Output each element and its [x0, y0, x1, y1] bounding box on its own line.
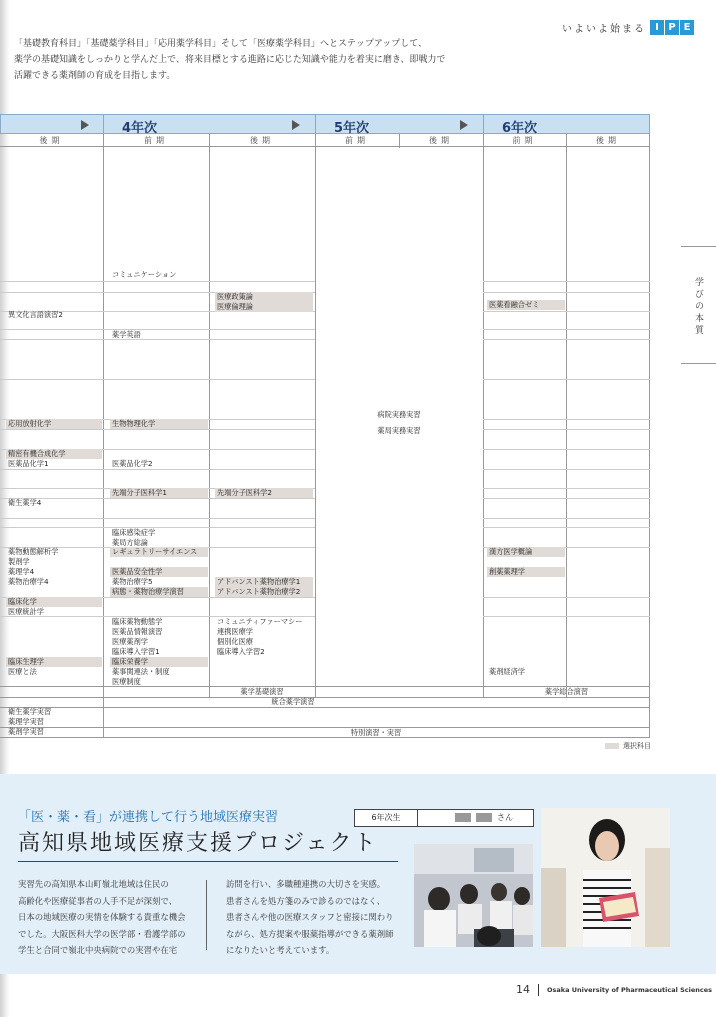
column-divider — [483, 134, 484, 698]
course-cell: 薬剤経済学 — [489, 667, 525, 676]
intro-line: 活躍できる薬剤師の育成を目指します。 — [14, 71, 176, 81]
course-cell: 薬局実務実習 — [377, 426, 421, 435]
text-line: 学生と合同で嶺北中央病院での実習や在宅 — [18, 945, 178, 955]
course-cell: 衛生薬学実習 — [8, 707, 52, 716]
legend — [605, 741, 651, 751]
year-bar-6 — [483, 114, 650, 134]
table-right-border — [649, 134, 650, 738]
course-cell: コミュニケーション — [112, 270, 177, 279]
course-cell: 医薬品情報演習 — [112, 627, 163, 636]
course-cell-elective: 応用放射化学 — [6, 419, 102, 429]
row-divider — [483, 292, 650, 293]
row-divider — [483, 488, 650, 489]
course-cell: 薬局方総論 — [112, 538, 148, 547]
course-cell: 臨床導入学習2 — [217, 647, 265, 656]
course-cell: 臨床感染症学 — [112, 528, 156, 537]
chevron-right-icon — [81, 120, 89, 130]
row-divider — [483, 498, 650, 499]
course-cell-elective: 臨床化学 — [6, 597, 102, 607]
row-divider — [483, 616, 650, 617]
text-line: 高齢化や医療従事者の人手不足が深刻で、 — [18, 895, 177, 906]
course-cell: 薬事関連法・制度 — [112, 667, 170, 676]
legend-swatch — [605, 743, 619, 749]
row-divider — [483, 597, 650, 598]
course-cell-elective: 医薬看融合ゼミ — [487, 300, 565, 310]
intro-line: 「基礎教育科目」「基礎薬学科目」「応用薬学科目」そして「医療薬学科目」へとステップアップして、 — [14, 39, 428, 49]
intro-line: 薬学の基礎知識をしっかりと学んだ上で、将来目標とする進路に応じた知識や能力を着実に磨き、即戦力で — [14, 55, 446, 65]
row-divider — [483, 311, 650, 312]
course-cell-elective: 医療倫理論 — [215, 302, 313, 312]
course-cell: 医療と法 — [8, 667, 37, 676]
page-number: 14 — [516, 983, 530, 996]
feature-text-col-2 — [226, 876, 406, 959]
course-cell-elective: 漢方医学概論 — [487, 547, 565, 557]
year-bar-4 — [103, 114, 316, 134]
header-text: いよいよ始まる — [562, 24, 646, 35]
row-divider — [0, 329, 315, 330]
row-divider — [0, 498, 315, 499]
course-cell: 薬学基礎演習 — [240, 687, 284, 696]
course-cell: 医療制度 — [112, 677, 141, 686]
course-cell: 統合薬学演習 — [271, 697, 315, 706]
row-divider — [483, 518, 650, 519]
course-cell-elective: 精密有機合成化学 — [6, 449, 102, 459]
row-divider — [0, 469, 315, 470]
university-name: Osaka University of Pharmaceutical Sciences — [547, 985, 713, 994]
side-tab[interactable] — [681, 246, 716, 364]
page-header — [562, 20, 694, 35]
text-line: 日本の地域医療の実情を体験する貴重な機会 — [18, 912, 186, 922]
course-cell-elective: 創薬薬理学 — [487, 567, 565, 577]
side-tab-label: 学びの本質 — [693, 277, 703, 337]
course-cell-elective: 先端分子医科学1 — [110, 488, 208, 498]
row-divider — [483, 449, 650, 450]
course-cell: 薬理学実習 — [8, 717, 44, 726]
page-footer — [516, 983, 712, 996]
semester-header: 後期 — [209, 134, 315, 147]
row-divider — [483, 469, 650, 470]
course-cell: 薬剤学実習 — [8, 727, 44, 736]
text-line: 患者さんや他の医療スタッフと密接に関わり — [226, 912, 394, 922]
course-cell: 医療薬剤学 — [112, 637, 148, 646]
text-line: でした。大阪医科大学の医学部・看護学部の — [18, 928, 186, 939]
row-divider — [0, 429, 315, 430]
row-divider — [0, 339, 315, 340]
row-divider — [0, 379, 315, 380]
text-line: 訪問を行い、多職種連携の大切さを実感。 — [226, 879, 386, 889]
semester-header: 前期 — [103, 134, 209, 147]
course-cell: 臨床薬物動態学 — [112, 617, 163, 626]
feature-title: 高知県地域医療支援プロジェクト — [18, 831, 378, 856]
column-separator — [206, 880, 207, 950]
row-divider — [0, 281, 315, 282]
semester-header: 後期 — [566, 134, 650, 147]
course-cell: 薬物治療学4 — [8, 577, 49, 586]
row-divider — [483, 527, 650, 528]
course-cell: 医薬品化学1 — [8, 459, 49, 468]
logo-letter-e: E — [680, 20, 694, 35]
row-divider — [483, 339, 650, 340]
course-cell: 薬学総合演習 — [544, 687, 589, 696]
chevron-right-icon — [292, 120, 300, 130]
student-grade: 6年次生 — [355, 810, 418, 826]
year-bar-3 — [0, 114, 104, 134]
column-divider — [103, 134, 104, 738]
logo-letter-i: I — [650, 20, 664, 35]
course-cell: 薬物動態解析学 — [8, 547, 59, 556]
course-cell: 薬物治療学5 — [112, 577, 153, 586]
feature-subtitle: 「医・薬・看」が連携して行う地域医療実習 — [18, 810, 279, 825]
course-cell-elective: 先端分子医科学2 — [215, 488, 313, 498]
course-cell-elective: 臨床生理学 — [6, 657, 102, 667]
year-label-5: 5年次 — [334, 121, 370, 136]
text-line: 実習先の高知県本山町嶺北地域は住民の — [18, 879, 169, 889]
intro-paragraph — [14, 36, 534, 84]
course-cell: 病院実務実習 — [377, 410, 421, 419]
legend-label: 選択科目 — [623, 742, 651, 750]
course-cell: 個別化医療 — [217, 637, 253, 646]
course-cell: コミュニティファーマシー — [217, 617, 303, 626]
course-cell-elective: 臨床栄養学 — [110, 657, 208, 667]
row-divider — [483, 329, 650, 330]
ipe-logo — [650, 20, 694, 35]
curriculum-table — [0, 114, 650, 738]
feature-text-col-1 — [18, 876, 198, 959]
column-divider — [399, 134, 400, 148]
classroom-photo — [414, 844, 533, 947]
course-cell: 医療統計学 — [8, 607, 44, 616]
row-divider — [0, 518, 315, 519]
course-cell: 異文化言語演習2 — [8, 310, 63, 319]
student-name — [455, 810, 513, 826]
column-divider — [566, 134, 567, 698]
course-cell-elective: 医薬品安全性学 — [110, 567, 208, 577]
semester-header: 後期 — [0, 134, 103, 147]
student-photo — [541, 808, 670, 947]
row-divider — [483, 281, 650, 282]
course-cell-elective: 医療政策論 — [215, 292, 313, 302]
course-cell-elective: アドバンスト薬物治療学2 — [215, 587, 313, 597]
semester-header: 後期 — [399, 134, 483, 147]
column-divider — [209, 134, 210, 698]
course-cell: 製剤学 — [8, 557, 30, 566]
semester-header: 前期 — [315, 134, 399, 147]
chevron-right-icon — [460, 120, 468, 130]
blurred-name — [476, 813, 492, 822]
name-suffix: さん — [497, 813, 513, 822]
course-cell-elective: アドバンスト薬物治療学1 — [215, 577, 313, 587]
course-cell: 連携医療学 — [217, 627, 253, 636]
year-label-6: 6年次 — [502, 121, 538, 136]
course-cell-elective: 病態・薬物治療学演習 — [110, 587, 208, 597]
row-divider — [0, 527, 315, 528]
course-cell: 薬理学4 — [8, 567, 35, 576]
row-divider — [0, 707, 650, 708]
course-cell-elective: レギュラトリーサイエンス — [110, 547, 208, 557]
blurred-name — [455, 813, 471, 822]
title-underline — [18, 861, 398, 862]
course-cell: 衛生薬学4 — [8, 498, 42, 507]
student-illustration — [541, 808, 670, 947]
semester-header: 前期 — [483, 134, 566, 147]
student-badge — [354, 809, 534, 827]
course-cell: 臨床導入学習1 — [112, 647, 160, 656]
course-cell: 医薬品化学2 — [112, 459, 153, 468]
year-bar-5 — [315, 114, 484, 134]
year-label-4: 4年次 — [122, 121, 158, 136]
course-cell: 薬学英語 — [112, 330, 141, 339]
course-cell: 特別演習・実習 — [350, 728, 402, 737]
text-line: 患者さんを処方箋のみで診るのではなく、 — [226, 895, 385, 906]
logo-letter-p: P — [665, 20, 679, 35]
row-divider — [483, 429, 650, 430]
footer-divider — [538, 984, 539, 996]
row-divider — [483, 379, 650, 380]
text-line: になりたいと考えています。 — [226, 945, 335, 955]
classroom-illustration — [414, 844, 533, 947]
feature-section — [0, 774, 716, 974]
row-divider — [483, 419, 650, 420]
text-line: ながら、処方提案や服薬指導ができる薬剤師 — [226, 928, 394, 939]
course-cell-elective: 生物物理化学 — [110, 419, 208, 429]
